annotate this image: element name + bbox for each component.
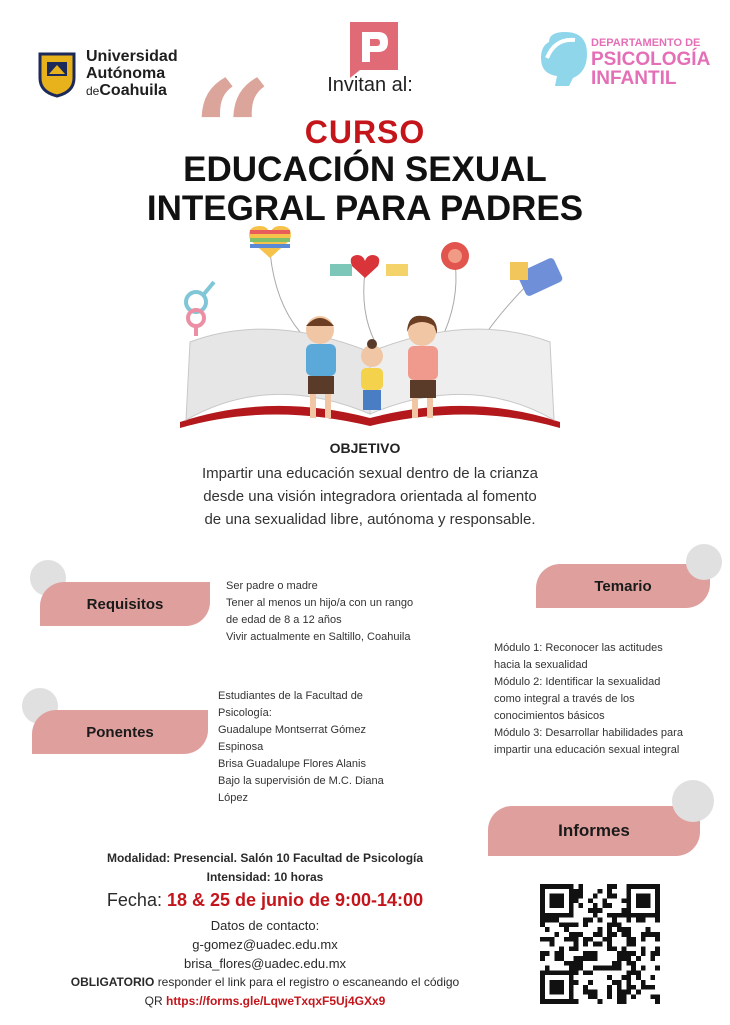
decorative-dot [686,544,722,580]
child-figure [361,339,383,410]
rainbow-heart-icon [249,226,291,258]
ponentes-label: Ponentes [32,710,208,754]
temario-label: Temario [536,564,710,608]
intensidad-text: Intensidad: 10 horas [206,870,324,884]
gender-symbol-icon [186,282,214,336]
family-book-illustration [160,222,580,434]
requisitos-list: Ser padre o madre Tener al menos un hijo/a con un rango de edad de 8 a 12 años Vivir actualmente en Saltillo, Coahuila [226,580,414,643]
objetivo-text: Impartir una educación sexual dentro de la crianza desde una visión integradora orientada al fomento de una sexualidad libre, autónoma y responsable. [201,465,539,528]
course-label: CURSO [304,114,426,150]
requisitos-label: Requisitos [40,582,210,626]
registration-link[interactable]: https://forms.gle/LqweTxqxF5Uj4GXx9 [165,994,386,1008]
registration-link-line: QR https://forms.gle/LqweTxqxF5Uj4GXx9 [144,994,386,1008]
fecha-line: Fecha: 18 & 25 de junio de 9:00-14:00 [106,890,424,910]
university-name: Universidad Autónoma deCoahuila [86,48,178,99]
qr-code-icon[interactable] [540,884,660,1004]
department-logo [535,28,715,90]
objetivo-heading: OBJETIVO [329,440,401,456]
contact-email-2[interactable]: brisa_flores@uadec.edu.mx [183,956,347,971]
contact-email-1[interactable]: g-gomez@uadec.edu.mx [192,937,338,952]
mother-figure [407,316,438,418]
modalidad-text: Modalidad: Presencial. Salón 10 Facultad de Psicología [106,851,424,865]
p-logo-icon [350,22,398,78]
father-figure [306,316,336,418]
university-shield-icon [36,50,78,98]
ponentes-list: Estudiantes de la Facultad de Psicología: Guadalupe Montserrat Gómez Espinosa Brisa Guadalupe Flores Alanis Bajo la supervisión de M.C. Diana López [218,690,384,804]
red-heart-icon [351,255,379,278]
child-head-icon [535,28,591,88]
informes-label: Informes [488,806,700,856]
quote-mark-icon: “ [192,51,273,215]
invitan-text: Invitan al: [327,74,413,96]
obligatorio-text: OBLIGATORIO responder el link para el registro o escaneando el código [70,975,460,989]
decorative-dot [672,780,714,822]
temario-list: Módulo 1: Reconocer las actitudes hacia la sexualidad Módulo 2: Identificar la sexualidad como integral a través de los conocimientos básicos Módulo 3: Desarrollar habilidades para impartir una educación sexual integral [494,642,683,756]
university-logo [36,44,206,104]
course-title: EDUCACIÓN SEXUAL INTEGRAL PARA PADRES [146,150,584,228]
contacto-label: Datos de contacto: [210,918,320,933]
department-name: DEPARTAMENTO DE PSICOLOGÍA INFANTIL [591,37,711,89]
